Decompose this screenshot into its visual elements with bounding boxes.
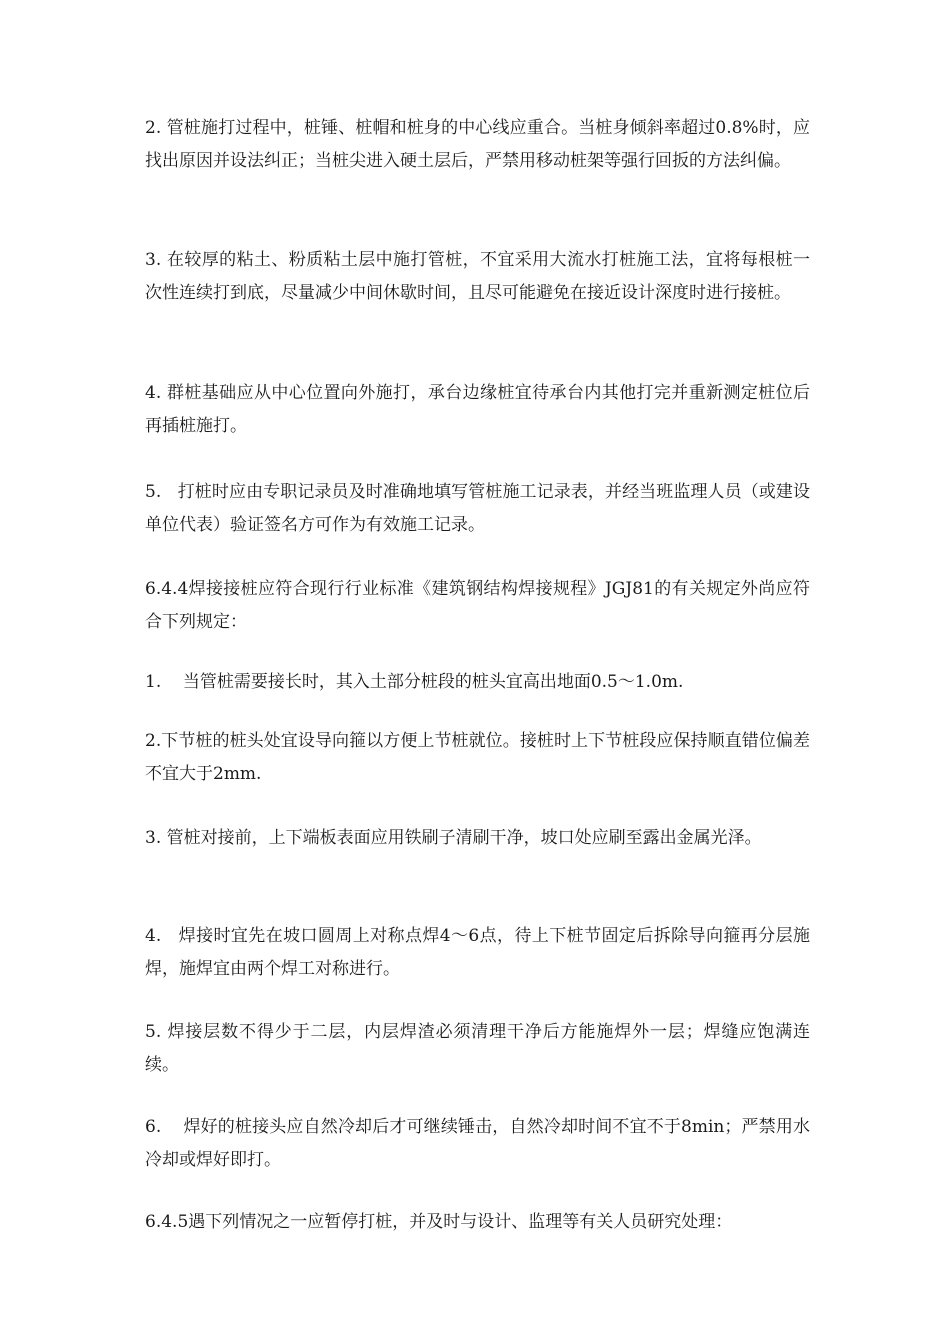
paragraph-item-3: 3. 在较厚的粘土、粉质粘土层中施打管桩，不宜采用大流水打桩施工法，宜将每根桩一次性连续打到底，尽量减少中间休歇时间，且尽可能避免在接近设计深度时进行接桩。 (145, 250, 810, 303)
paragraph-item-4: 4. 群桩基础应从中心位置向外施打，承台边缘桩宜待承台内其他打完并重新测定桩位后再插桩施打。 (145, 383, 810, 436)
paragraph-item-2: 2. 管桩施打过程中，桩锤、桩帽和桩身的中心线应重合。当桩身倾斜率超过0.8%时，应找出原因并设法纠正；当桩尖进入硬土层后，严禁用移动桩架等强行回扳的方法纠偏。 (145, 118, 810, 171)
section-6-4-5-heading: 6.4.5遇下列情况之一应暂停打桩，并及时与设计、监理等有关人员研究处理： (145, 1212, 733, 1232)
section-6-4-4-heading: 6.4.4焊接接桩应符合现行行业标准《建筑钢结构焊接规程》JGJ81的有关规定外尚应符合下列规定： (145, 579, 810, 632)
paragraph-subitem-2: 2.下节桩的桩头处宜设导向箍以方便上节桩就位。接桩时上下节桩段应保持顺直错位偏差不宜大于2mm. (145, 731, 810, 784)
paragraph-subitem-4: 4. 焊接时宜先在坡口圆周上对称点焊4～6点，待上下桩节固定后拆除导向箍再分层施焊，施焊宜由两个焊工对称进行。 (145, 926, 810, 979)
paragraph-subitem-5: 5. 焊接层数不得少于二层，内层焊渣必须清理干净后方能施焊外一层；焊缝应饱满连续。 (145, 1022, 810, 1075)
paragraph-item-5: 5. 打桩时应由专职记录员及时准确地填写管桩施工记录表，并经当班监理人员（或建设单位代表）验证签名方可作为有效施工记录。 (145, 482, 810, 535)
paragraph-subitem-6: 6. 焊好的桩接头应自然冷却后才可继续锤击，自然冷却时间不宜不于8min；严禁用水冷却或焊好即打。 (145, 1117, 810, 1170)
paragraph-subitem-3: 3. 管桩对接前，上下端板表面应用铁刷子清刷干净，坡口处应刷至露出金属光泽。 (145, 828, 762, 848)
paragraph-subitem-1: 1. 当管桩需要接长时，其入土部分桩段的桩头宜高出地面0.5～1.0m. (145, 672, 684, 692)
